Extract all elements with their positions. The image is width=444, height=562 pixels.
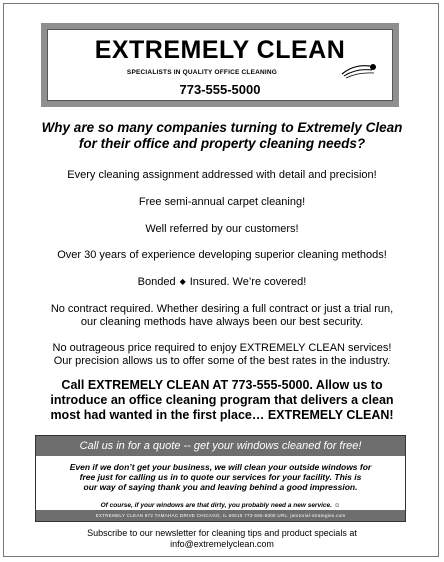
headline <box>14 120 430 152</box>
point-bonded <box>10 276 434 289</box>
header-panel <box>47 29 393 101</box>
point-contract <box>10 303 434 329</box>
call-to-action <box>14 378 430 423</box>
point-referred: Well referred by our customers! <box>145 223 299 235</box>
contact-footer: EXTREMELY CLEAN 972 TAMAHAC DRIVE CHICAGO, IL 60615 773-555-5000 URL: janitorial-strategies.com <box>36 510 405 521</box>
point-contract-line: No contract required. Whether desiring a full contract or just a trial run, <box>50 303 394 315</box>
point-detail: Every cleaning assignment addressed with detail and precision! <box>67 169 377 181</box>
subscribe-note <box>10 528 434 550</box>
cta-line: introduce an office cleaning program that delivers a clean <box>50 393 394 407</box>
insured-text: Insured. We’re covered! <box>189 276 307 288</box>
brand-title: EXTREMELY CLEAN <box>94 36 346 64</box>
quote-banner: Call us in for a quote -- get your windows cleaned for free! <box>36 436 405 456</box>
point-price-line: No outrageous price required to enjoy EXTREMELY CLEAN services! <box>52 342 392 354</box>
point-carpet: Free semi-annual carpet cleaning! <box>138 196 306 208</box>
quote-footnote: Of course, if your windows are that dirty, you probably need a new service. ☺ <box>100 502 341 509</box>
cta-line: Call EXTREMELY CLEAN AT 773-555-5000. Allow us to <box>61 378 383 392</box>
headline-line: Why are so many companies turning to Extremely Clean <box>41 120 403 135</box>
brand-tagline: SPECIALISTS IN QUALITY OFFICE CLEANING <box>126 69 278 76</box>
bonded-text: Bonded <box>137 276 176 288</box>
header-banner <box>41 23 399 107</box>
cta-line: most had wanted in the first place… EXTREMELY CLEAN! <box>50 408 394 422</box>
headline-line: for their office and property cleaning needs? <box>78 136 366 151</box>
quote-text <box>44 462 397 492</box>
diamond-icon: ◆ <box>179 277 186 286</box>
point-price <box>10 342 434 368</box>
point-price-line: Our precision allows us to offer some of the best rates in the industry. <box>53 355 391 367</box>
newsletter-email[interactable]: info@extremelyclean.com <box>170 539 274 549</box>
subscribe-line: Subscribe to our newsletter for cleaning tips and product specials at <box>87 528 357 538</box>
swoosh-logo-icon <box>340 60 380 80</box>
header-phone: 773-555-5000 <box>179 82 261 97</box>
quote-text-line: our way of saying thank you and leaving behind a good impression. <box>83 482 358 492</box>
quote-text-line: free just for calling us in to quote our services for your facility. This is <box>79 472 362 482</box>
quote-text-line: Even if we don’t get your business, we will clean your outside windows for <box>69 462 372 472</box>
point-experience: Over 30 years of experience developing superior cleaning methods! <box>57 249 387 261</box>
point-contract-line: our cleaning methods have always been our best security. <box>80 316 364 328</box>
quote-box <box>35 435 406 522</box>
